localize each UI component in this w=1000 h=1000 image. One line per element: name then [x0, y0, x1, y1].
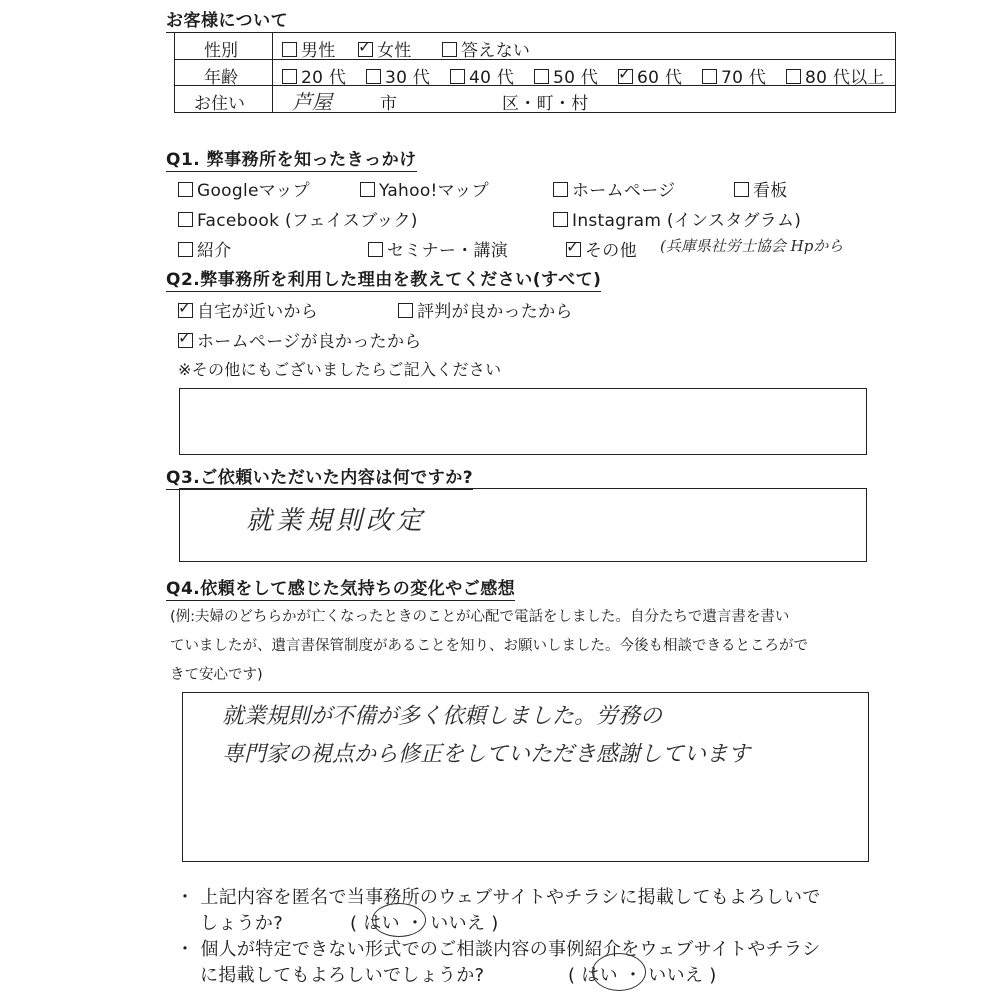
age-option-50s[interactable]: 50 代: [534, 63, 598, 88]
q4-answer-line: 専門家の視点から修正をしていただき感謝しています: [222, 742, 751, 767]
consent-2-line1: ・ 個人が特定できない形式でのご相談内容の事例紹介をウェブサイトやチラシ: [176, 939, 821, 960]
age-option-40s[interactable]: 40 代: [450, 63, 514, 88]
q1-option-google-map[interactable]: Googleマップ: [178, 176, 310, 201]
consent-1-yes-circle: [372, 903, 426, 937]
q3-heading: Q3.ご依頼いただいた内容は何ですか?: [166, 463, 473, 490]
q1-other-handwritten: (兵庫県社労士協会 Hpから: [660, 237, 844, 255]
checkbox[interactable]: [282, 69, 297, 84]
address-label: お住い: [194, 94, 245, 114]
customer-heading: お客様について: [166, 6, 288, 33]
gender-option-male[interactable]: 男性: [282, 36, 336, 61]
checkbox[interactable]: [442, 42, 457, 57]
q1-option-instagram[interactable]: Instagram (インスタグラム): [553, 206, 801, 231]
address-city-label: 市: [380, 94, 398, 114]
checkbox[interactable]: [734, 182, 749, 197]
checkbox[interactable]: [450, 69, 465, 84]
q1-option-facebook[interactable]: Facebook (フェイスブック): [178, 206, 418, 231]
checkbox[interactable]: [553, 182, 568, 197]
q4-heading: Q4.依頼をして感じた気持ちの変化やご感想: [166, 574, 515, 601]
q1-heading: Q1. 弊事務所を知ったきっかけ: [166, 145, 417, 172]
checkbox[interactable]: [786, 69, 801, 84]
q1-option-referral[interactable]: 紹介: [178, 236, 232, 261]
checkbox-checked[interactable]: [178, 333, 193, 348]
consent-2-line2: に掲載してもよろしいでしょうか?: [200, 965, 485, 986]
checkbox-checked[interactable]: [618, 69, 633, 84]
address-ward-label: 区・町・村: [502, 94, 589, 114]
gender-option-no-answer[interactable]: 答えない: [442, 36, 530, 61]
q2-option-near-home[interactable]: ✓自宅が近いから: [178, 297, 318, 322]
checkbox[interactable]: [702, 69, 717, 84]
age-option-80s-plus[interactable]: 80 代以上: [786, 63, 885, 88]
consent-2-choice[interactable]: ( はい ・ いいえ ): [568, 965, 717, 986]
gender-label: 性別: [204, 41, 238, 61]
q3-answer-handwritten: 就業規則改定: [246, 506, 427, 536]
gender-option-female[interactable]: ✓ 女性: [358, 36, 412, 61]
q4-example-line: ていましたが、遺言書保管制度があることを知り、お願いしました。今後も相談できるところがで: [170, 638, 808, 654]
address-handwritten: 芦屋: [292, 90, 332, 114]
age-option-60s[interactable]: ✓ 60 代: [618, 63, 682, 88]
q4-answer-line: 就業規則が不備が多く依頼しました。労務の: [222, 704, 663, 729]
checkbox[interactable]: [178, 182, 193, 197]
q1-option-yahoo-map[interactable]: Yahoo!マップ: [360, 176, 489, 201]
q2-heading: Q2.弊事務所を利用した理由を教えてください(すべて): [166, 265, 601, 292]
checkbox[interactable]: [398, 303, 413, 318]
checkbox[interactable]: [368, 242, 383, 257]
checkbox[interactable]: [366, 69, 381, 84]
age-option-20s[interactable]: 20 代: [282, 63, 346, 88]
checkbox[interactable]: [282, 42, 297, 57]
checkbox[interactable]: [534, 69, 549, 84]
q4-example: [170, 603, 808, 690]
consent-1-line1: ・ 上記内容を匿名で当事務所のウェブサイトやチラシに掲載してもよろしいで: [176, 887, 821, 908]
q1-option-signboard[interactable]: 看板: [734, 176, 788, 201]
consent-1-line2: しょうか?: [200, 913, 284, 934]
checkbox[interactable]: [553, 212, 568, 227]
q2-option-reputation[interactable]: 評判が良かったから: [398, 297, 573, 322]
q4-example-line: きて安心です): [170, 667, 263, 683]
consent-2-yes-circle: [592, 953, 646, 991]
age-option-70s[interactable]: 70 代: [702, 63, 766, 88]
checkbox-checked[interactable]: [358, 42, 373, 57]
q1-option-other[interactable]: ✓ その他: [566, 236, 637, 261]
checkbox[interactable]: [178, 242, 193, 257]
q1-option-homepage[interactable]: ホームページ: [553, 176, 675, 201]
age-label: 年齢: [204, 68, 238, 88]
checkbox[interactable]: [360, 182, 375, 197]
consent-1-choice[interactable]: ( はい ・ いいえ ): [350, 913, 499, 934]
checkbox[interactable]: [178, 212, 193, 227]
q2-option-homepage[interactable]: ✓ホームページが良かったから: [178, 327, 422, 352]
checkbox-checked[interactable]: [566, 242, 581, 257]
q4-answer-handwritten: [222, 698, 750, 774]
q2-note: ※その他にもございましたらご記入ください: [178, 360, 502, 379]
q2-answer-box[interactable]: [179, 388, 867, 455]
checkbox-checked[interactable]: [178, 303, 193, 318]
q1-option-seminar[interactable]: セミナー・講演: [368, 236, 508, 261]
age-option-30s[interactable]: 30 代: [366, 63, 430, 88]
q4-example-line: (例:夫婦のどちらかが亡くなったときのことが心配で電話をしました。自分たちで遺言書を書い: [170, 609, 790, 625]
